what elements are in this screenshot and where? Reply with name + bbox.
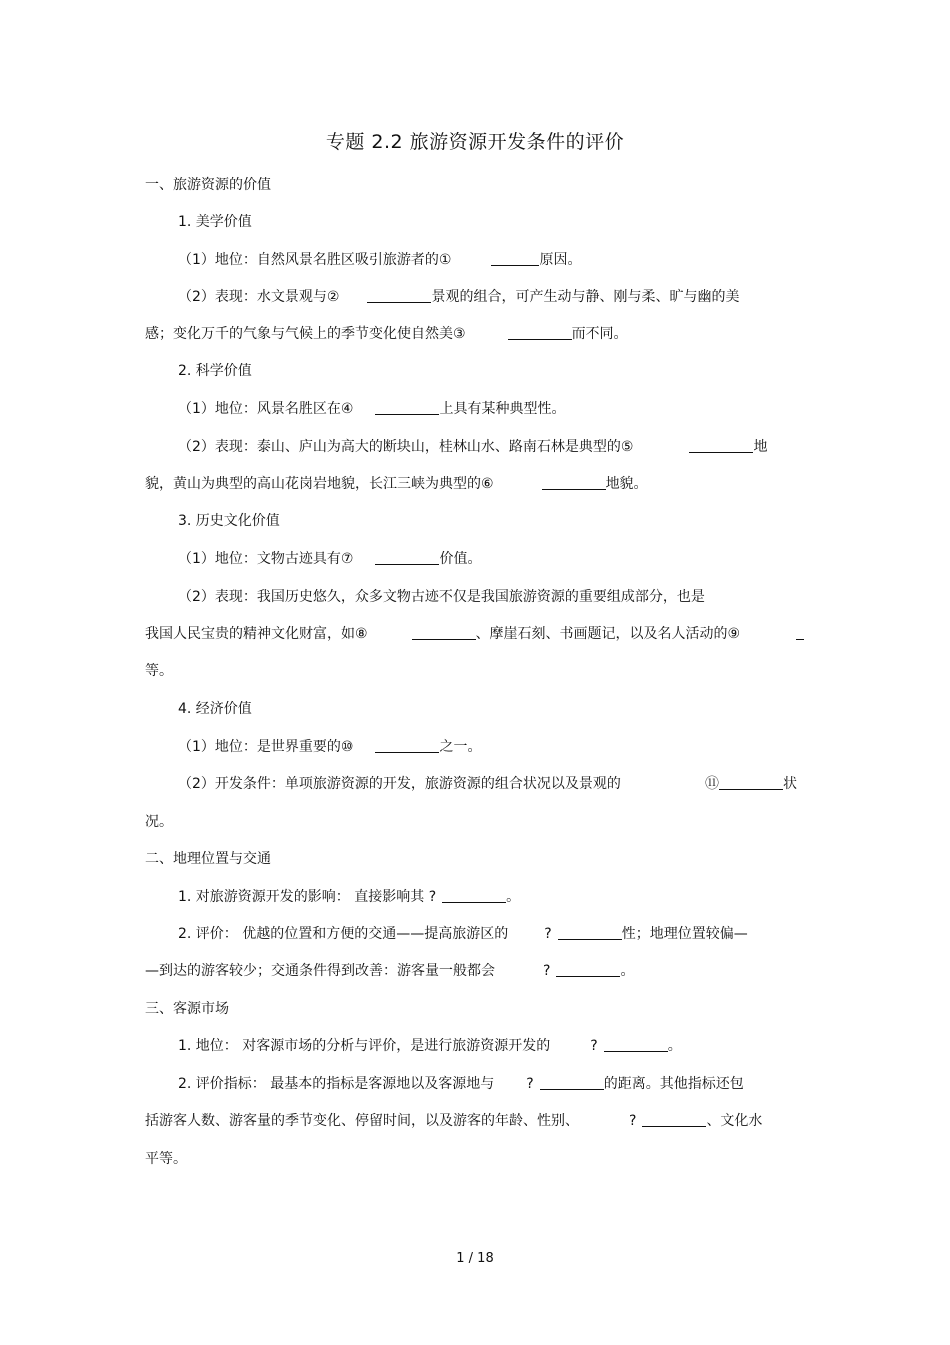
- blank-13[interactable]: [558, 925, 622, 940]
- text-segment: （1）地位：风景名胜区在④: [178, 401, 354, 417]
- text-line: [178, 738, 481, 756]
- text-segment: 貌，黄山为典型的高山花岗岩地貌，长江三峡为典型的⑥: [145, 476, 494, 492]
- text-line: [178, 251, 581, 269]
- text-segment: 之一。: [439, 739, 482, 755]
- subheading-science: 2. 科学价值: [178, 363, 252, 379]
- subheading-history: 3. 历史文化价值: [178, 513, 280, 529]
- text-segment: 而不同。: [571, 326, 628, 342]
- subheading-economy: 4. 经济价值: [178, 701, 252, 717]
- text-line: [178, 888, 520, 906]
- text-segment: （2）表现：水文景观与②: [178, 289, 340, 305]
- text-line: [145, 962, 634, 980]
- text-segment: ?: [526, 1076, 534, 1092]
- text-line: [178, 1037, 682, 1055]
- text-line: [145, 475, 648, 493]
- text-segment: 1. 地位： 对客源市场的分析与评价，是进行旅游资源开发的: [178, 1038, 551, 1054]
- text-segment: 感；变化万千的气象与气候上的季节变化使自然美③: [145, 326, 466, 342]
- text-segment: ?: [543, 963, 551, 979]
- text-segment: 。: [506, 889, 521, 905]
- section-heading-2: 二、地理位置与交通: [145, 851, 271, 867]
- blank-2[interactable]: [367, 288, 431, 303]
- blank-8[interactable]: [412, 625, 476, 640]
- text-segment: ⑪: [705, 776, 719, 792]
- text-line: [178, 438, 767, 456]
- blank-7[interactable]: [375, 550, 439, 565]
- text-segment: 、摩崖石刻、书画题记，以及名人活动的⑨: [475, 626, 741, 642]
- blank-6[interactable]: [542, 475, 606, 490]
- text-segment: 的距离。其他指标还包: [603, 1076, 744, 1092]
- page-number: 1 / 18: [456, 1251, 494, 1266]
- text-line: [178, 550, 481, 568]
- blank-16[interactable]: [540, 1075, 604, 1090]
- text-line: [145, 1112, 762, 1130]
- text-line: [145, 625, 740, 643]
- text-segment: 地: [753, 439, 768, 455]
- text-segment: 价值。: [439, 551, 482, 567]
- text-line: （2）开发条件：单项旅游资源的开发，旅游资源的组合状况以及景观的: [178, 776, 621, 792]
- text-line: [178, 288, 739, 306]
- text-segment: 2. 评价： 优越的位置和方便的交通——提高旅游区的: [178, 926, 509, 942]
- text-segment: ?: [590, 1038, 598, 1054]
- text-line: 况。: [145, 814, 173, 830]
- text-segment: 性；地理位置较偏—: [621, 926, 748, 942]
- blank-5[interactable]: [689, 438, 753, 453]
- text-segment: ?: [544, 926, 552, 942]
- section-heading-3: 三、客源市场: [145, 1001, 229, 1017]
- text-segment: （1）地位：文物古迹具有⑦: [178, 551, 354, 567]
- text-line: [145, 325, 628, 343]
- text-segment: 地貌。: [605, 476, 648, 492]
- text-segment: （2）表现：泰山、庐山为高大的断块山，桂林山水、路南石林是典型的⑤: [178, 439, 634, 455]
- blank-11[interactable]: [719, 775, 783, 790]
- blank-14[interactable]: [556, 962, 620, 977]
- text-line: [705, 775, 797, 793]
- text-segment: 。: [620, 963, 635, 979]
- blank-10[interactable]: [375, 738, 439, 753]
- text-segment: 状: [783, 776, 797, 792]
- text-segment: 2. 评价指标： 最基本的指标是客源地以及客源地与: [178, 1076, 495, 1092]
- text-line: [178, 400, 565, 418]
- text-line: 等。: [145, 663, 173, 679]
- text-segment: ?: [629, 1113, 637, 1129]
- page-title: 专题 2.2 旅游资源开发条件的评价: [325, 131, 625, 153]
- text-segment: 。: [667, 1038, 682, 1054]
- blank-4[interactable]: [375, 400, 439, 415]
- text-segment: —到达的游客较少；交通条件得到改善：游客量一般都会: [145, 963, 495, 979]
- text-segment: 括游客人数、游客量的季节变化、停留时间，以及游客的年龄、性别、: [145, 1113, 579, 1129]
- text-segment: 、文化水: [706, 1113, 763, 1129]
- text-segment: 原因。: [539, 252, 582, 268]
- text-line: [178, 925, 748, 943]
- blank-1[interactable]: [491, 251, 539, 266]
- blank-17[interactable]: [642, 1112, 706, 1127]
- text-segment: 我国人民宝贵的精神文化财富，如⑧: [145, 626, 368, 642]
- text-segment: 景观的组合，可产生动与静、刚与柔、旷与幽的美: [431, 289, 740, 305]
- blank-12[interactable]: [442, 888, 506, 903]
- section-heading-1: 一、旅游资源的价值: [145, 177, 271, 193]
- text-segment: 1. 对旅游资源开发的影响： 直接影响其 ?: [178, 889, 437, 905]
- blank-3[interactable]: [508, 325, 572, 340]
- text-line: （2）表现：我国历史悠久，众多文物古迹不仅是我国旅游资源的重要组成部分，也是: [178, 589, 705, 605]
- text-segment: 上具有某种典型性。: [439, 401, 566, 417]
- blank-15[interactable]: [604, 1037, 668, 1052]
- text-line: [178, 1075, 744, 1093]
- text-segment: （1）地位：自然风景名胜区吸引旅游者的①: [178, 252, 452, 268]
- text-line: 平等。: [145, 1151, 187, 1167]
- subheading-aesthetic: 1. 美学价值: [178, 214, 252, 230]
- text-segment: （1）地位：是世界重要的⑩: [178, 739, 354, 755]
- blank-9[interactable]: [796, 625, 804, 643]
